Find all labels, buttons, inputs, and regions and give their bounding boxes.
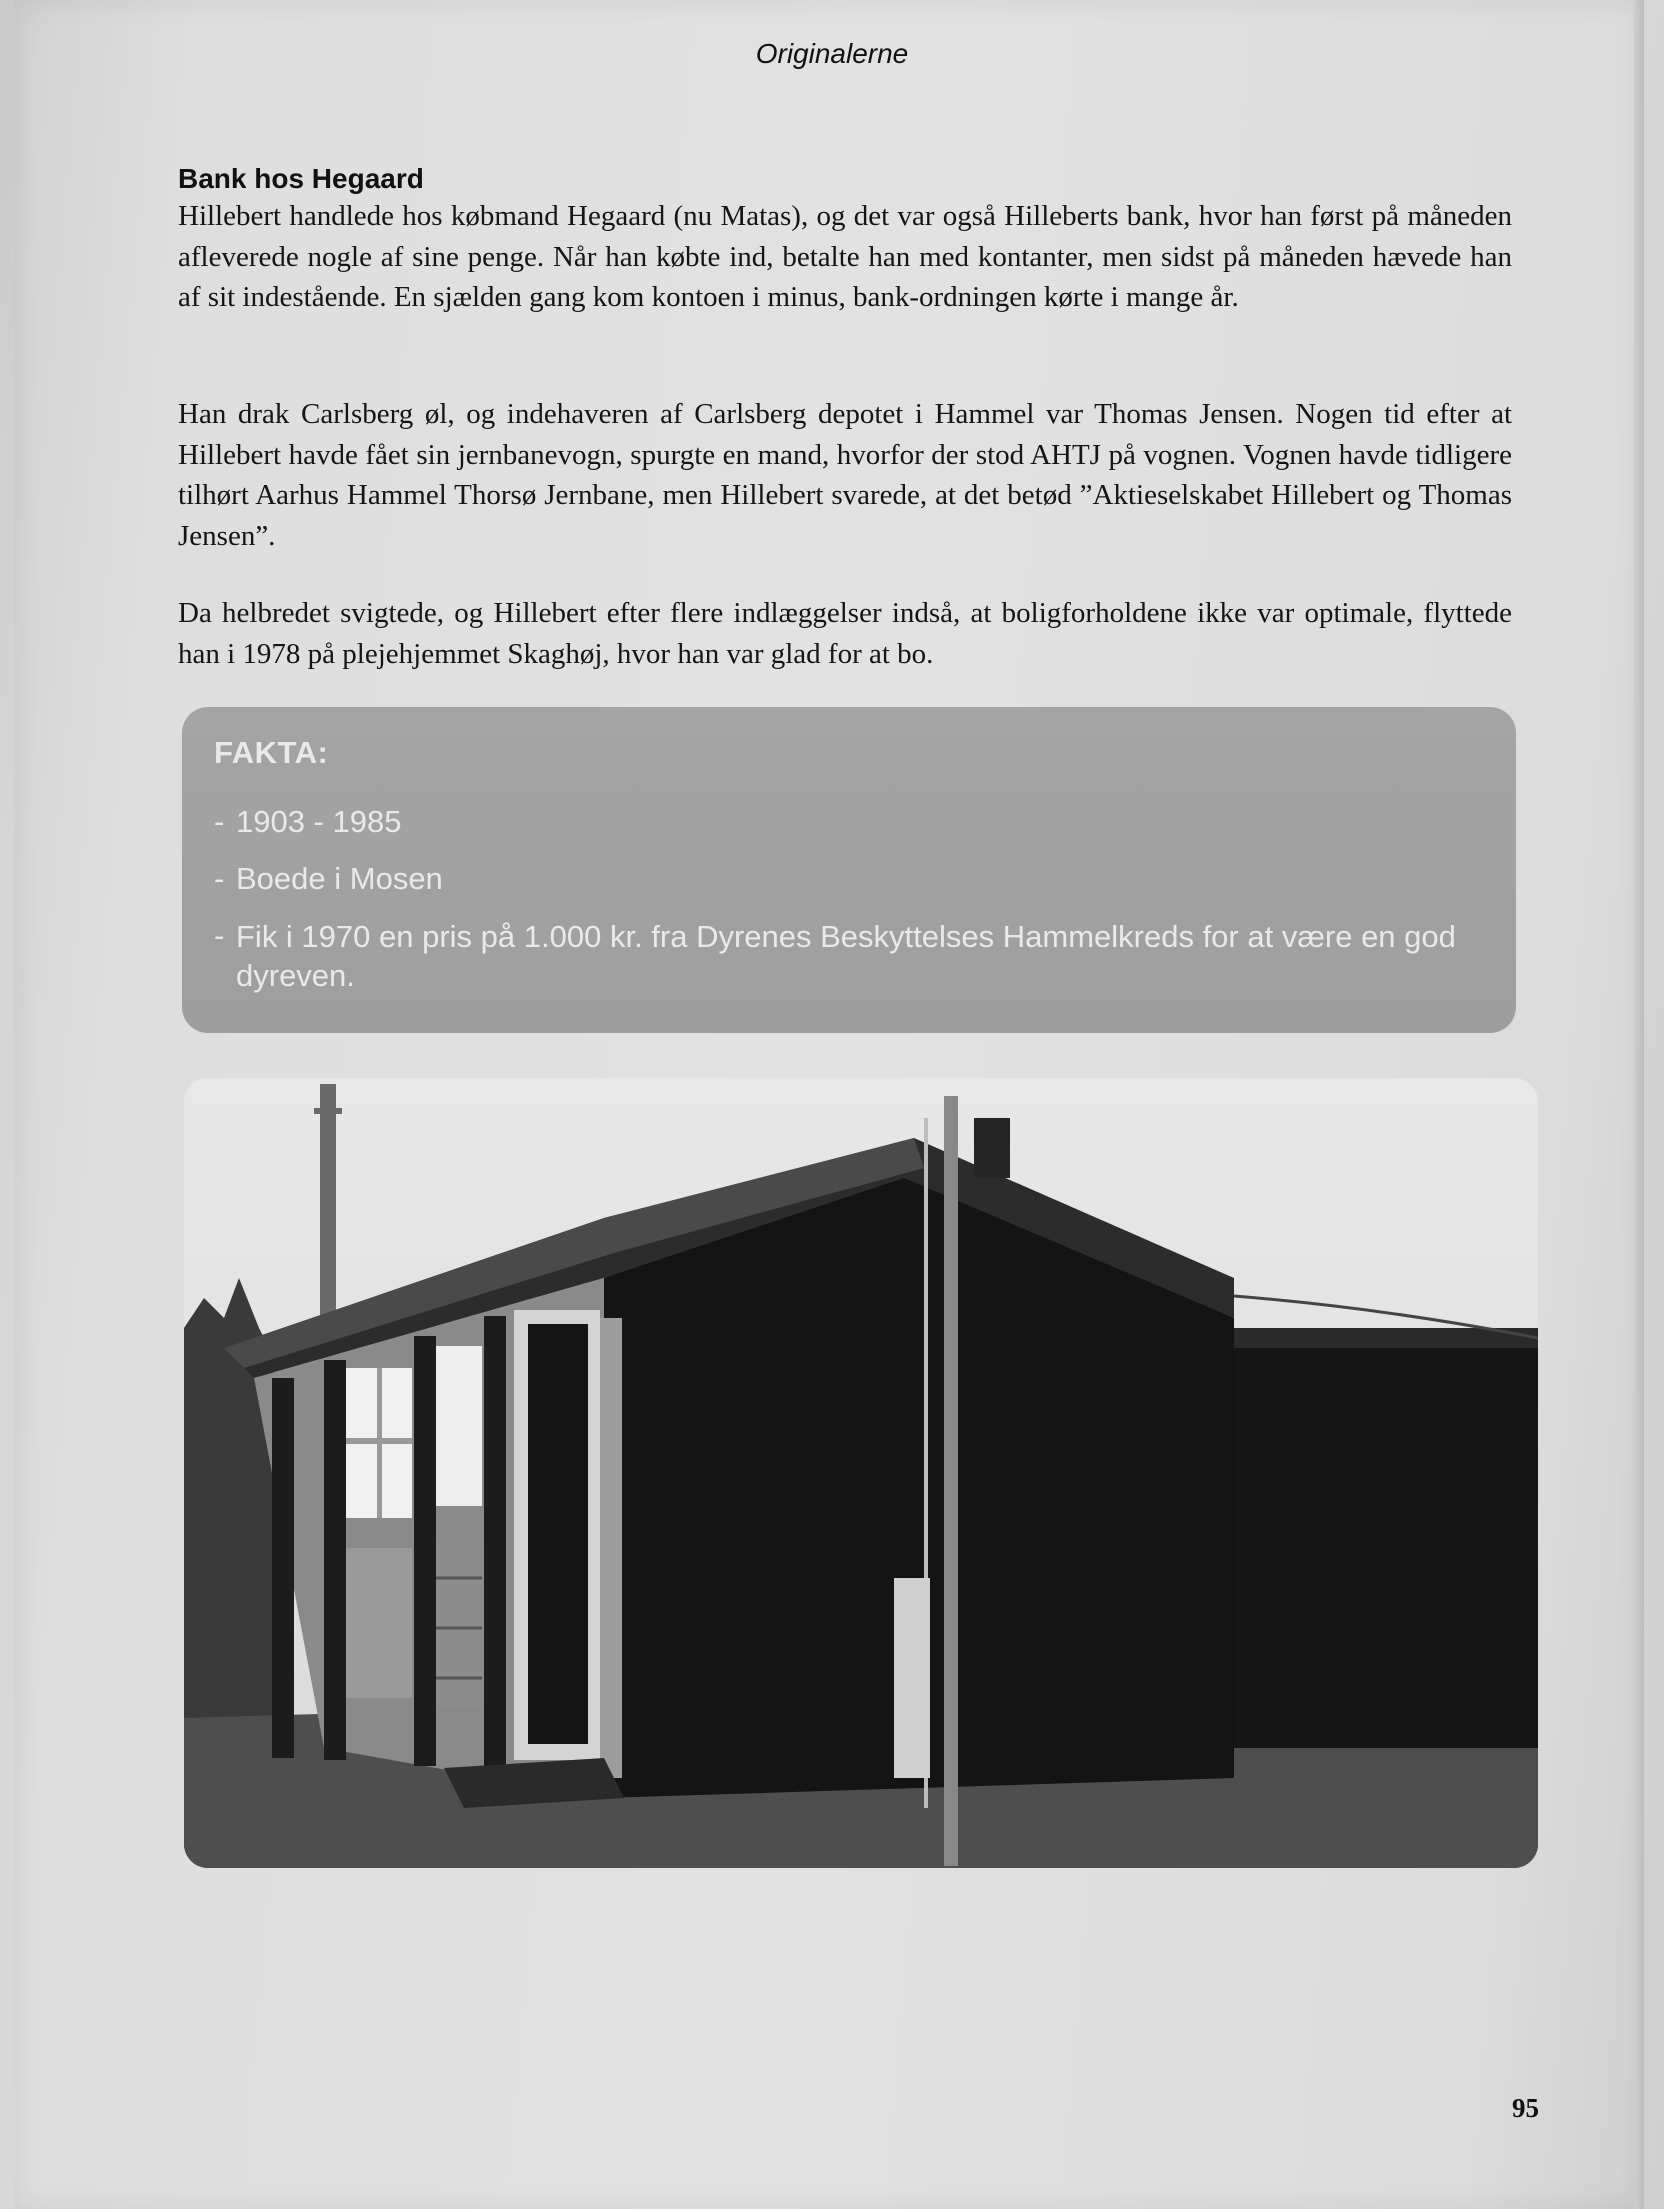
page-edge: [1634, 0, 1644, 2209]
fakta-award: Fik i 1970 en pris på 1.000 kr. fra Dyrenes Beskyttelses Hammelkreds for at være en god dyreven.: [236, 919, 1456, 993]
fakta-item: [214, 917, 1476, 995]
paragraph-carlsberg: Han drak Carlsberg øl, og indehaveren af Carlsberg depotet i Hammel var Thomas Jensen. Nogen tid efter at Hillebert havde fået sin jernbanevogn, spurgte en mand, hvorfor der stod AHTJ på vognen. Vognen havde tidligere tilhørt Aarhus Hammel Thorsø Jernbane, men Hillebert svarede, at det betød ”Aktieselskabet Hillebert og Thomas Jensen”.: [178, 398, 1512, 552]
paragraph-health: Da helbredet svigtede, og Hillebert efter flere indlæggelser indså, at boligforholdene ikke var optimale, flyttede han i 1978 på plejehjemmet Skaghøj, hvor han var glad for at bo.: [178, 597, 1512, 670]
hut-photo: [184, 1078, 1538, 1868]
fakta-title: FAKTA:: [214, 735, 329, 770]
section-heading: Bank hos Hegaard: [178, 163, 424, 194]
fakta-dash: -: [214, 918, 225, 953]
paragraph-bank: Hillebert handlede hos købmand Hegaard (nu Matas), og det var også Hilleberts bank, hvor han først på måneden afleverede nogle af sine penge. Når han købte ind, betalte han med kontanter, men sidst på måneden hævede han af sit indestående. En sjælden gang kom kontoen i minus, bank-ordningen kørte i mange år.: [178, 200, 1512, 313]
fakta-item: [214, 803, 1476, 841]
fakta-residence: Boede i Mosen: [236, 861, 443, 896]
fakta-list: [214, 803, 1476, 1014]
fakta-dash: -: [214, 861, 225, 896]
page-number: 95: [1512, 2093, 1539, 2123]
fakta-item: [214, 860, 1476, 898]
fakta-years: 1903 - 1985: [236, 804, 402, 839]
running-header: Originalerne: [755, 38, 909, 69]
fakta-dash: -: [214, 804, 225, 839]
fakta-box: [182, 707, 1516, 1033]
